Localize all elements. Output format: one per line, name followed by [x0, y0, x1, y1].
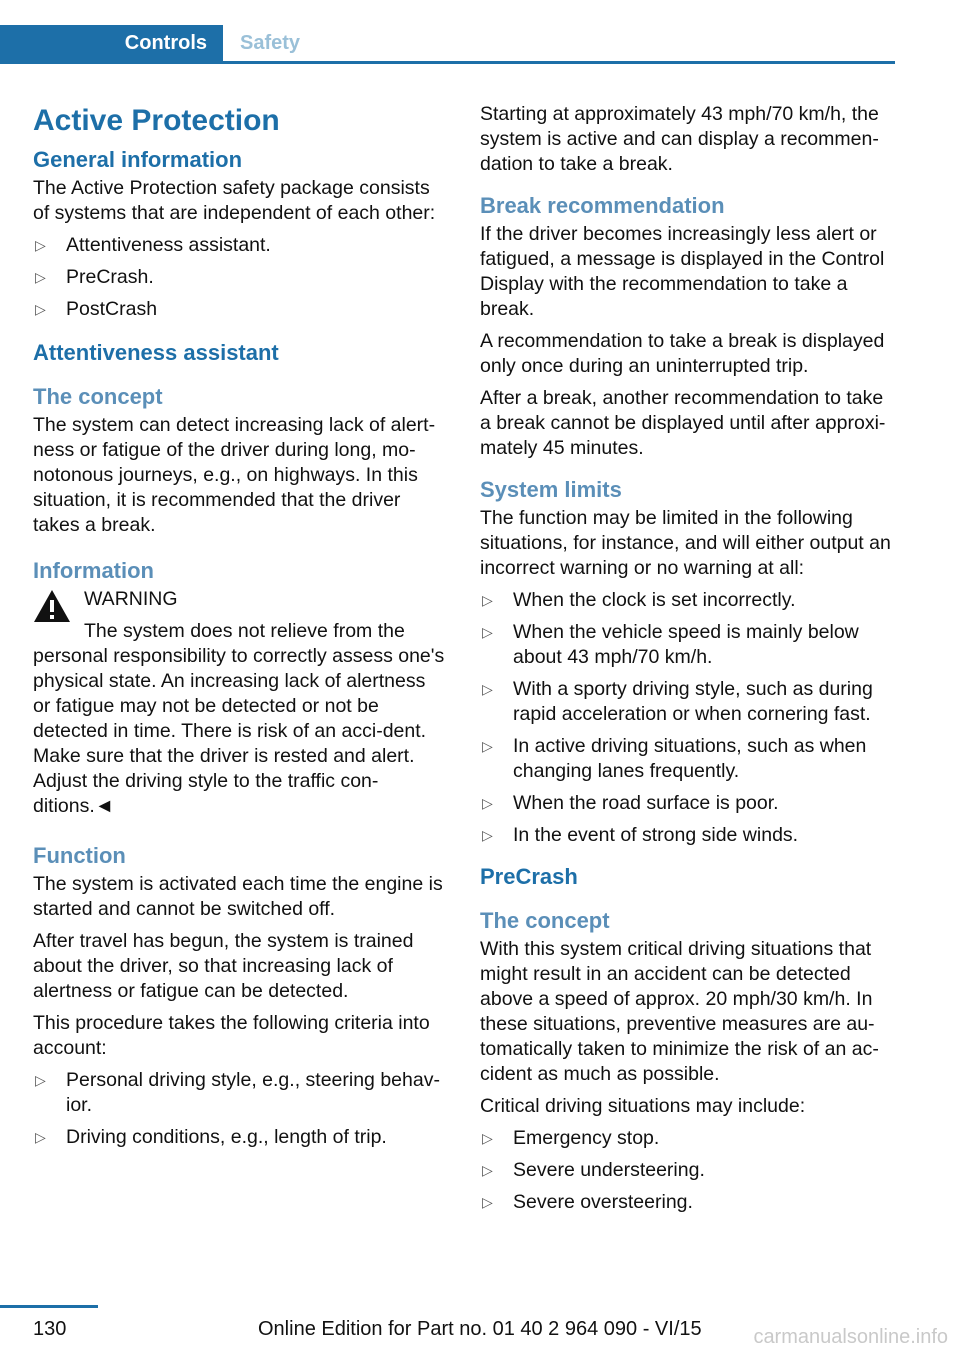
tab-safety[interactable]: Safety [240, 31, 301, 54]
triangle-bullet-icon: ▷ [35, 269, 46, 285]
list-item: ▷ With a sporty driving style, such as during rapid acceleration or when cornering fast. [482, 678, 873, 725]
function-heading: Function [33, 843, 126, 868]
triangle-bullet-icon: ▷ [35, 237, 46, 253]
list-item: ▷ Attentiveness assistant. [35, 234, 271, 256]
warning-block [33, 587, 448, 819]
information-heading: Information [33, 558, 154, 583]
list-item: ▷ When the clock is set incorrectly. [482, 589, 796, 611]
list-item: ▷ When the road surface is poor. [482, 792, 779, 814]
system-limits-heading: System limits [480, 477, 622, 502]
general-information-text: The Active Protection safety package consists of systems that are independent of each other: [33, 177, 436, 224]
watermark: carmanualsonline.info [753, 1326, 948, 1348]
warning-text-first-line: The system does not relieve from the [84, 620, 405, 642]
break-text-3: After a break, another recommendation to take a break cannot be displayed until after approxi‐mately 45 minutes. [480, 387, 886, 459]
list-item: ▷ Emergency stop. [482, 1127, 660, 1149]
list-item: ▷ Severe oversteering. [482, 1191, 693, 1213]
triangle-bullet-icon: ▷ [35, 1129, 46, 1145]
triangle-bullet-icon: ▷ [482, 827, 493, 843]
warning-text: personal responsibility to correctly assess one's physical state. An increasing lack of alertness or fatigue may not be detected or not be detected in time. There is risk of an acci‐dent. Make sure that the driver is rested and alert. Adjust the driving style to the traffic con‐ditions.◄ [33, 645, 445, 817]
triangle-bullet-icon: ▷ [35, 301, 46, 317]
precrash-heading: PreCrash [480, 864, 578, 889]
warning-triangle-icon [33, 589, 71, 623]
right-column [480, 102, 896, 1222]
triangle-bullet-icon: ▷ [482, 592, 493, 608]
section-header [0, 25, 895, 64]
list-item: ▷ When the vehicle speed is mainly below about 43 mph/70 km/h. [482, 621, 859, 668]
system-limits-list [480, 588, 896, 848]
list-item: ▷ Driving conditions, e.g., length of trip. [35, 1126, 387, 1148]
list-item: ▷ PostCrash [35, 298, 158, 320]
list-item: ▷ PreCrash. [35, 266, 154, 288]
footer-rule [0, 1305, 98, 1308]
list-item: ▷ In the event of strong side winds. [482, 824, 799, 846]
page-number: 130 [33, 1318, 67, 1340]
concept-text: The system can detect increasing lack of alert‐ness or fatigue of the driver during long, mo‐notonous journeys, e.g., on highways. In this situation, it is recommended that the driver takes a break. [33, 414, 436, 536]
warning-label: WARNING [84, 588, 178, 610]
list-item: ▷ In active driving situations, such as when changing lanes frequently. [482, 735, 867, 782]
break-text-2: A recommendation to take a break is displayed only once during an uninterrupted trip. [480, 330, 885, 377]
edition-text: Online Edition for Part no. 01 40 2 964 090 - VI/15 [258, 1318, 702, 1340]
page-title: Active Protection [33, 104, 280, 137]
function-text-1: The system is activated each time the engine is started and cannot be switched off. [33, 873, 443, 920]
attentiveness-heading: Attentiveness assistant [33, 340, 279, 365]
function-text-3: This procedure takes the following criteria into account: [33, 1012, 430, 1059]
break-recommendation-heading: Break recommendation [480, 193, 725, 218]
critical-situations-list [480, 1126, 896, 1215]
triangle-bullet-icon: ▷ [482, 1194, 493, 1210]
triangle-bullet-icon: ▷ [482, 624, 493, 640]
general-items-list [33, 233, 448, 322]
general-information-heading: General information [33, 147, 243, 172]
critical-situations-text: Critical driving situations may include: [480, 1095, 806, 1117]
system-limits-text: The function may be limited in the following situations, for instance, and will either output an incorrect warning or no warning at all: [480, 507, 891, 579]
precrash-concept-heading: The concept [480, 908, 610, 933]
criteria-list [33, 1068, 448, 1150]
precrash-concept-text: With this system critical driving situations that might result in an accident can be detected above a speed of approx. 20 mph/30 km/h. In these situations, preventive measures are au‐tomatically taken to minimize the risk of an ac‐cident as much as possible. [480, 938, 879, 1085]
triangle-bullet-icon: ▷ [482, 1130, 493, 1146]
list-item: ▷ Severe understeering. [482, 1159, 705, 1181]
triangle-bullet-icon: ▷ [35, 1072, 46, 1088]
intro-text: Starting at approximately 43 mph/70 km/h, the system is active and can display a recommen‐dation to take a break. [480, 103, 879, 175]
left-column [33, 100, 448, 1157]
triangle-bullet-icon: ▷ [482, 1162, 493, 1178]
triangle-bullet-icon: ▷ [482, 795, 493, 811]
triangle-bullet-icon: ▷ [482, 681, 493, 697]
tab-controls[interactable]: Controls [0, 25, 223, 61]
list-item: ▷ Personal driving style, e.g., steering behav‐ior. [35, 1069, 440, 1116]
triangle-bullet-icon: ▷ [482, 738, 493, 754]
function-text-2: After travel has begun, the system is trained about the driver, so that increasing lack of alertness or fatigue can be detected. [33, 930, 414, 1002]
break-text-1: If the driver becomes increasingly less alert or fatigued, a message is displayed in the Control Display with the recommendation to take a break. [480, 223, 885, 320]
concept-heading: The concept [33, 384, 163, 409]
